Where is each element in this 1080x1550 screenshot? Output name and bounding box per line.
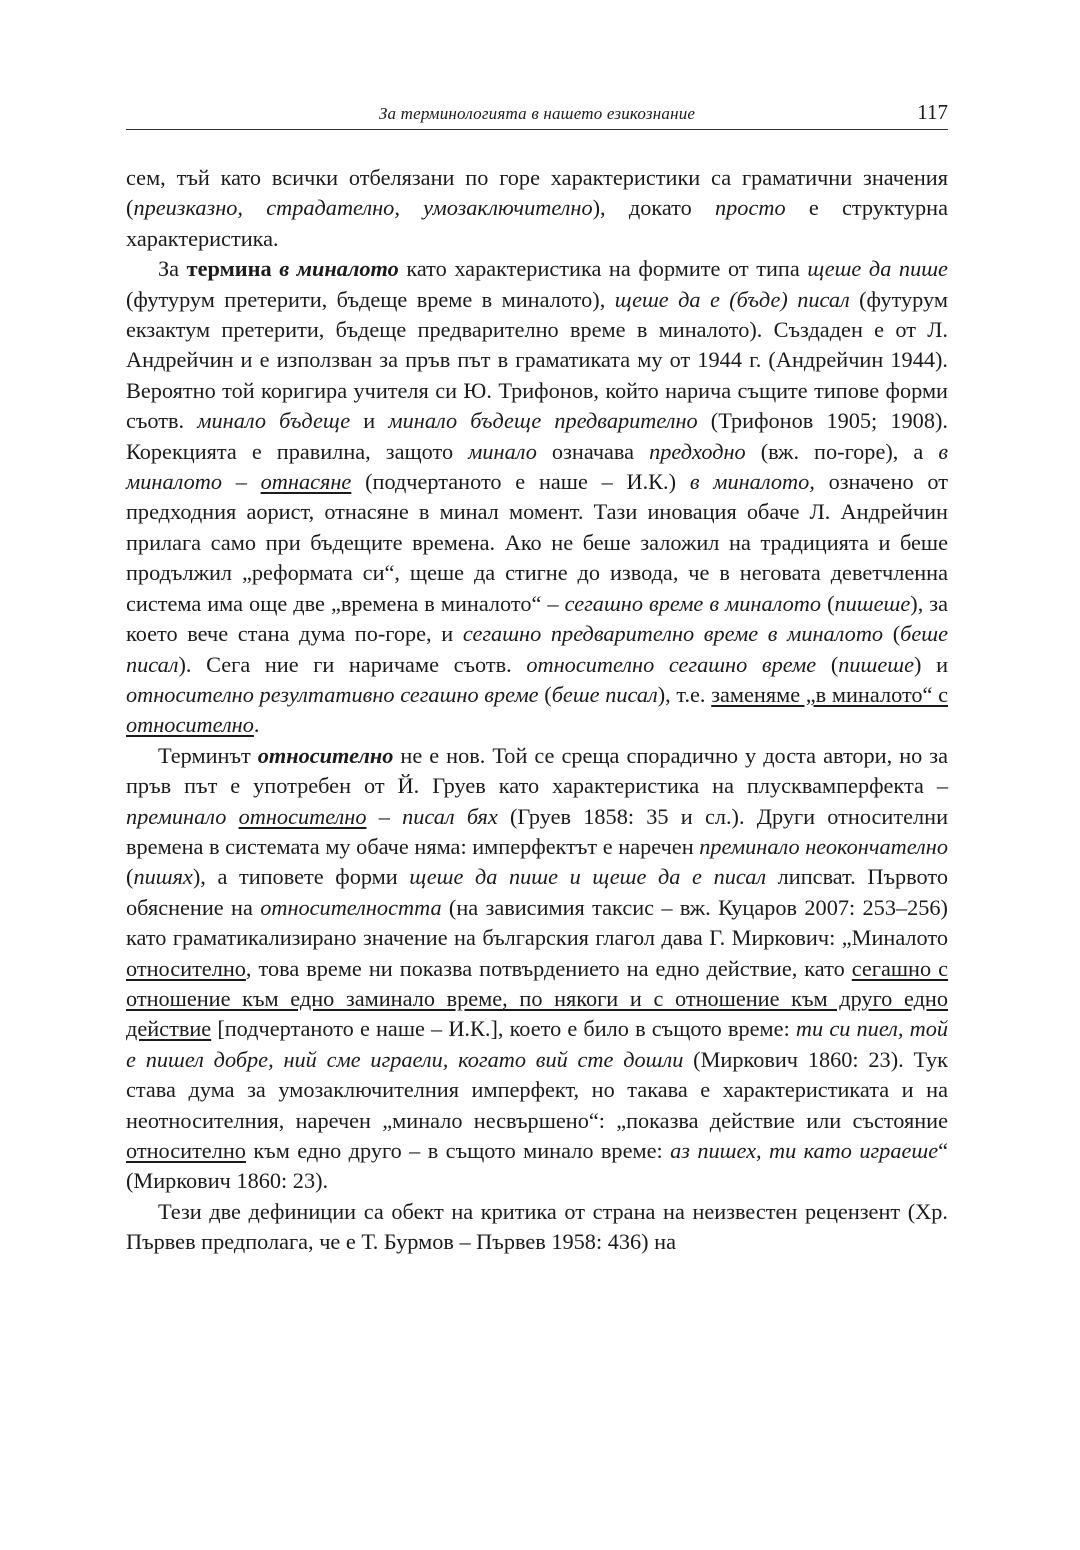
text-run: ( [816,651,839,677]
text-run: като характеристика на формите от типа [398,256,808,282]
text-run: . [253,712,260,738]
text-run: аз пишех, ти като играеше [670,1138,939,1163]
text-run: (Трифонов 1905; 1908). Корекцията е правилна, защото [126,408,948,464]
page-number: 117 [917,100,948,124]
text-run: ти си пиел, той е пишел добре, ний сме играели, когато вий сте дошли [126,1016,948,1072]
text-run: сем, тъй като всички отбелязани по горе характеристики са граматични значения ( [126,165,948,221]
text-run: относителността [260,894,442,920]
text-run: предходно [649,438,746,464]
text-run: в миналото [279,256,399,282]
text-run: (на зависимия таксис – вж. Куцаров 2007: 253–256) като граматикализирано значение на българския глагол дава Г. Миркович: „Миналото [126,894,948,951]
text-run: относително [126,955,246,981]
text-run: (Миркович 1860: 23). Тук става дума за умозаключителния имперфект, но такава е характеристиката и на неотносителния, наречен „минало несвършено“: „показва действие или състояние [126,1046,948,1133]
text-run: (футурум екзактум претерити, бъдеще предварително време в миналото). Създаден е от Л. Андрейчин и е използван за пръв път в граматиката му от 1944 г. (Андрейчин 1944). Вероятно той коригира учителя си Ю. Трифонов, който нарича същите типове форми съотв. [126,286,948,434]
text-run: към едно друго – в същото минало време: [245,1138,671,1163]
text-run: (подчертаното е наше – И.К.) [351,469,690,495]
body-text [126,163,948,1258]
text-run: в миналото, [689,469,815,495]
text-run: ( [821,590,835,616]
text-run: сегашно време в миналото [564,590,822,616]
text-run: ( [538,681,552,707]
text-run: пишеше [838,651,915,677]
text-run: минало бъдеще [197,408,351,434]
text-run: сегашно предварително време в миналото [462,621,884,647]
text-run: Терминът [158,742,258,768]
text-run: пишеше [834,590,911,616]
text-run: ), т.е. [657,681,712,707]
text-run: пишях [133,864,193,890]
text-run: минало [468,438,537,464]
text-run: За [158,256,187,282]
text-run: не е нов. Той се среща спорадично у доста автори, но за пръв път е употребен от Й. Груев като характеристика на плусквамперфекта – [126,742,948,799]
running-header [126,98,948,130]
text-run: щеше да е (бъде) писал [614,286,850,312]
text-run: беше писал [126,621,948,677]
text-run: термина [186,256,280,282]
text-run: просто [715,195,786,221]
text-run: ( [883,621,901,647]
text-run: минало бъдеще предварително [388,408,698,434]
text-run: – писал бях [366,803,498,829]
text-run: е структурна характеристика. [126,195,949,251]
text-run: (Груев 1858: 35 и сл.). Други относителни времена в системата му обаче няма: имперфектът е наречен [126,803,948,859]
text-run: заменяме „в миналото“ с [711,681,949,707]
text-run: и [350,408,389,434]
text-run: преизказно, страдателно, умозаключително [133,195,593,221]
text-run: щеше да пише и щеше да е писал [409,864,767,890]
text-run: липсват. Първото обяснение на [126,864,948,920]
paragraph-3 [126,741,948,1197]
text-run: ), а типовете форми [192,864,410,890]
text-run: ), докато [592,195,715,221]
text-run: в миналото – [126,438,948,495]
text-run: сегашно с отношение към едно заминало време, по някоги и с отношение към друго едно действие [126,955,949,1042]
text-run: ). Сега ние ги наричаме съотв. [178,651,527,677]
paragraph-2 [126,254,948,741]
text-run: ( [126,864,134,890]
text-run: ) и [914,651,949,677]
text-run: означено от предходния аорист, отнасяне в минал момент. Тази иновация обаче Л. Андрейчин прилага само при бъдещите времена. Ако не беше заложил на традицията и беше продължил „реформата си“, щеше да стигне до извода, че в неговата деветчленна система има още две „времена в миналото“ – [126,469,949,616]
text-run: преминало неокончателно [699,833,948,859]
text-run: относително [126,1138,246,1163]
text-run: отнасяне [260,469,352,495]
book-page [126,98,948,1258]
text-run: , това време ни показва потвърдението на едно действие, като [245,955,852,981]
text-run: относително [238,803,367,829]
text-run: (вж. по-горе), а [745,438,939,464]
text-run: относително сегашно време [526,651,817,677]
paragraph-4 [126,1197,948,1258]
text-run: Тези две дефиниции са обект на критика от страна на неизвестен рецензент (Хр. Първев предполага, че е Т. Бурмов – Първев 1958: 436) на [126,1198,948,1255]
text-run: (футурум претерити, бъдеще време в миналото), [126,286,615,312]
running-title: За терминологията в нашето езикознание [378,104,696,123]
text-run: относително резултативно сегашно време [126,681,539,707]
text-run: означава [536,438,650,464]
text-run: относително [257,742,394,768]
paragraph-1 [126,163,948,254]
text-run: щеше да пише [807,256,948,282]
text-run: ), за което вече стана дума по-горе, и [126,590,948,647]
text-run: “ (Миркович 1860: 23). [126,1138,949,1194]
text-run: относително [126,712,254,738]
text-run: беше писал [551,681,658,707]
text-run: преминало [126,803,239,829]
text-run: [подчертаното е наше – И.К.], което е било в същото време: [211,1016,796,1042]
